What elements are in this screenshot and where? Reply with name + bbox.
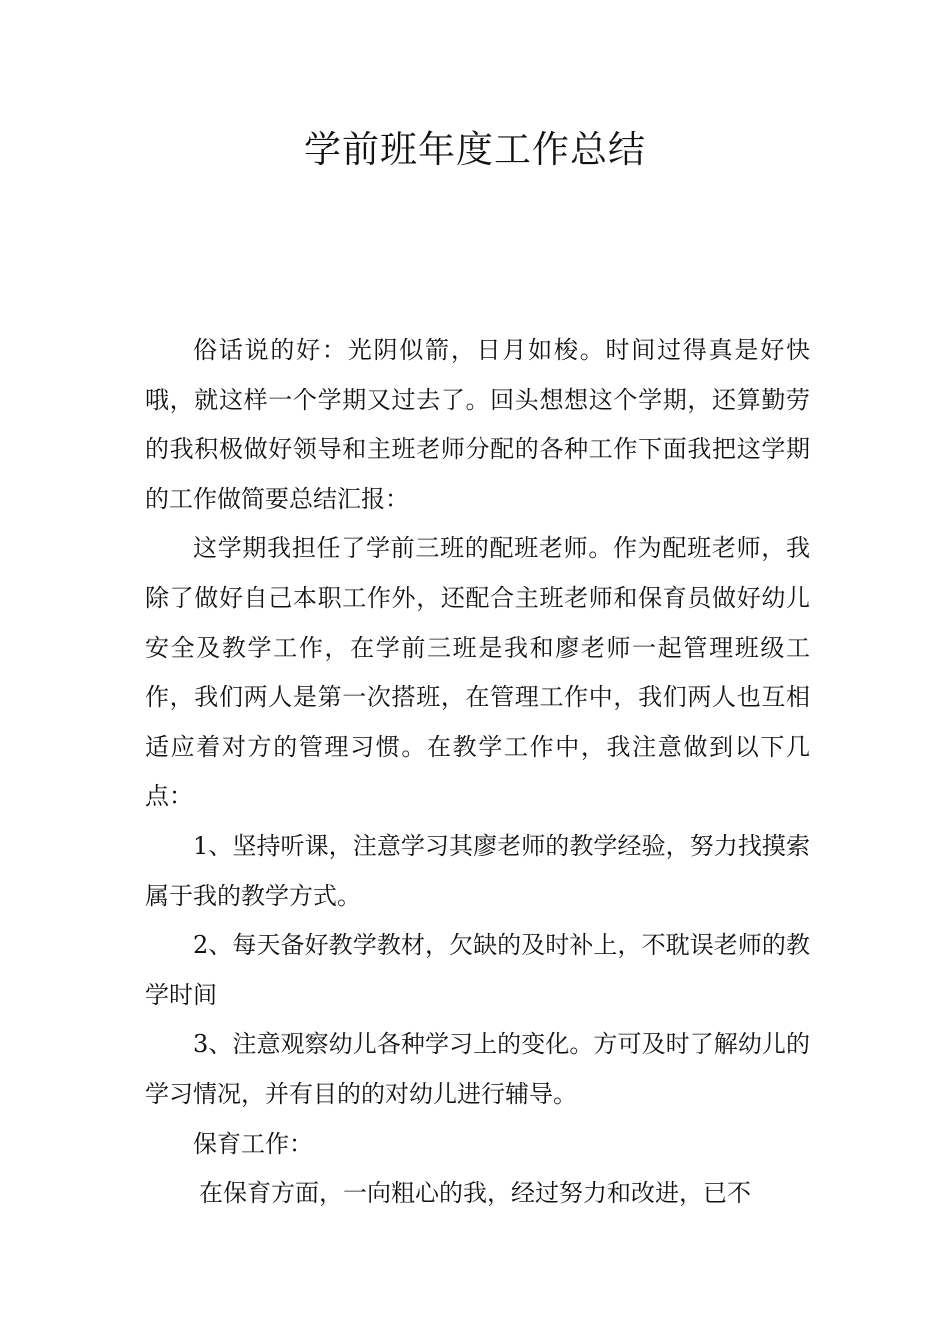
- paragraph: 在保育方面，一向粗心的我，经过努力和改进，已不: [199, 1179, 751, 1208]
- document-title: 学前班年度工作总结: [304, 128, 646, 171]
- paragraph: 这学期我担任了学前三班的配班老师。作为配班老师，我除了做好自己本职工作外，还配合主班老师和保育员做好幼儿安全及教学工作，在学前三班是我和廖老师一起管理班级工作，我们两人是第一次搭班，在管理工作中，我们两人也互相适应着对方的管理习惯。在教学工作中，我注意做到以下几点：: [145, 534, 810, 811]
- document-body: [145, 326, 810, 1219]
- paragraph: 俗话说的好：光阴似箭，日月如梭。时间过得真是好快哦，就这样一个学期又过去了。回头想想这个学期，还算勤劳的我积极做好领导和主班老师分配的各种工作下面我把这学期的工作做简要总结汇报：: [145, 336, 810, 513]
- paragraph: 保育工作：: [193, 1129, 313, 1158]
- paragraph: 3、注意观察幼儿各种学习上的变化。方可及时了解幼儿的学习情况，并有目的的对幼儿进行辅导。: [145, 1030, 810, 1108]
- paragraph: 1、坚持听课，注意学习其廖老师的教学经验，努力找摸索属于我的教学方式。: [145, 831, 810, 910]
- paragraph: 2、每天备好教学教材，欠缺的及时补上，不耽误老师的教学时间: [145, 931, 810, 1009]
